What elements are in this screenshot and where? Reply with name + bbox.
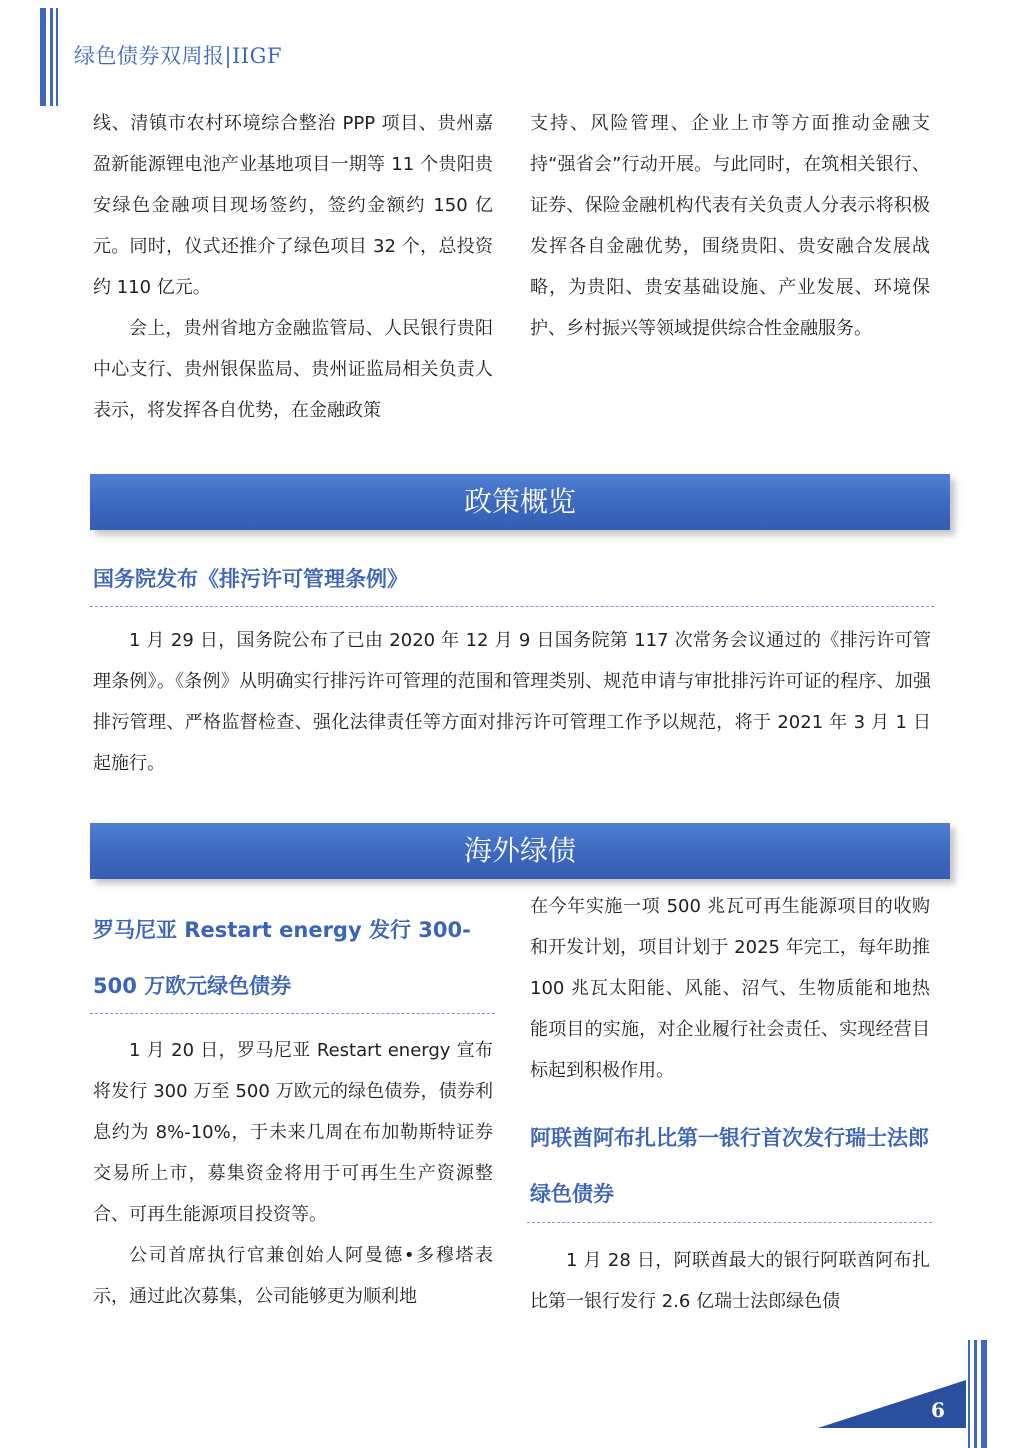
overseas-left-column [93, 1030, 493, 1317]
paragraph: 公司首席执行官兼创始人阿曼德•多穆塔表示，通过此次募集，公司能够更为顺利地 [93, 1245, 493, 1307]
paragraph: 会上，贵州省地方金融监管局、人民银行贵阳中心支行、贵州银保监局、贵州证监局相关负责人表示，将发挥各自优势，在金融政策 [93, 318, 493, 421]
policy-heading-divider [90, 606, 934, 607]
paragraph: 支持、风险管理、企业上市等方面推动金融支持“强省会”行动开展。与此同时，在筑相关银行、证券、保险金融机构代表有关负责人分表示将积极发挥各自金融优势，围绕贵阳、贵安融合发展战略，为贵阳、贵安基础设施、产业发展、环境保护、乡村振兴等领域提供综合性金融服务。 [530, 113, 930, 339]
uae-heading: 阿联酋阿布扎比第一银行首次发行瑞士法郎绿色债券 [530, 1126, 929, 1206]
footer-decoration-bars [968, 1340, 990, 1448]
uae-text [530, 1240, 930, 1322]
page-number: 6 [931, 1398, 945, 1422]
header-title: 绿色债券双周报|IIGF [74, 44, 283, 68]
paragraph: 1 月 29 日，国务院公布了已由 2020 年 12 月 9 日国务院第 117 次常务会议通过的《排污许可管理条例》。《条例》从明确实行排污许可管理的范围和管理类别、规范申请与审批排污许可证的程序、加强排污管理、严格监督检查、强化法律责任等方面对排污许可管理工作予以规范，将于 2021 年 3 月 1 日起施行。 [93, 630, 931, 774]
paragraph: 线、清镇市农村环境综合整治 PPP 项目、贵州嘉盈新能源锂电池产业基地项目一期等 11 个贵阳贵安绿色金融项目现场签约，签约金额约 150 亿元。同时，仪式还推介了绿色项目 32 个，总投资约 110 亿元。 [93, 113, 493, 298]
top-right-column [530, 103, 930, 349]
uae-heading-divider [527, 1222, 932, 1223]
policy-heading: 国务院发布《排污许可管理条例》 [93, 567, 408, 591]
paragraph: 1 月 28 日，阿联酋最大的银行阿联酋阿布扎比第一银行发行 2.6 亿瑞士法郎绿色债 [530, 1250, 930, 1312]
policy-text [93, 620, 931, 784]
top-left-column [93, 103, 493, 431]
overseas-right-column [530, 886, 930, 1091]
overseas-banner: 海外绿债 [90, 823, 950, 879]
romania-heading: 罗马尼亚 Restart energy 发行 300-500 万欧元绿色债券 [93, 918, 471, 998]
header-decoration-bars [40, 8, 64, 106]
romania-heading-divider [90, 1013, 495, 1014]
paragraph: 在今年实施一项 500 兆瓦可再生能源项目的收购和开发计划，项目计划于 2025 年完工，每年助推 100 兆瓦太阳能、风能、沼气、生物质能和地热能项目的实施，对企业履行社会责任、实现经营目标起到积极作用。 [530, 896, 930, 1081]
paragraph: 1 月 20 日，罗马尼亚 Restart energy 宣布将发行 300 万至 500 万欧元的绿色债券，债券利息约为 8%-10%，于未来几周在布加勒斯特证券交易所上市，募集资金将用于可再生生产资源整合、可再生能源项目投资等。 [93, 1040, 493, 1225]
policy-banner: 政策概览 [90, 474, 950, 530]
